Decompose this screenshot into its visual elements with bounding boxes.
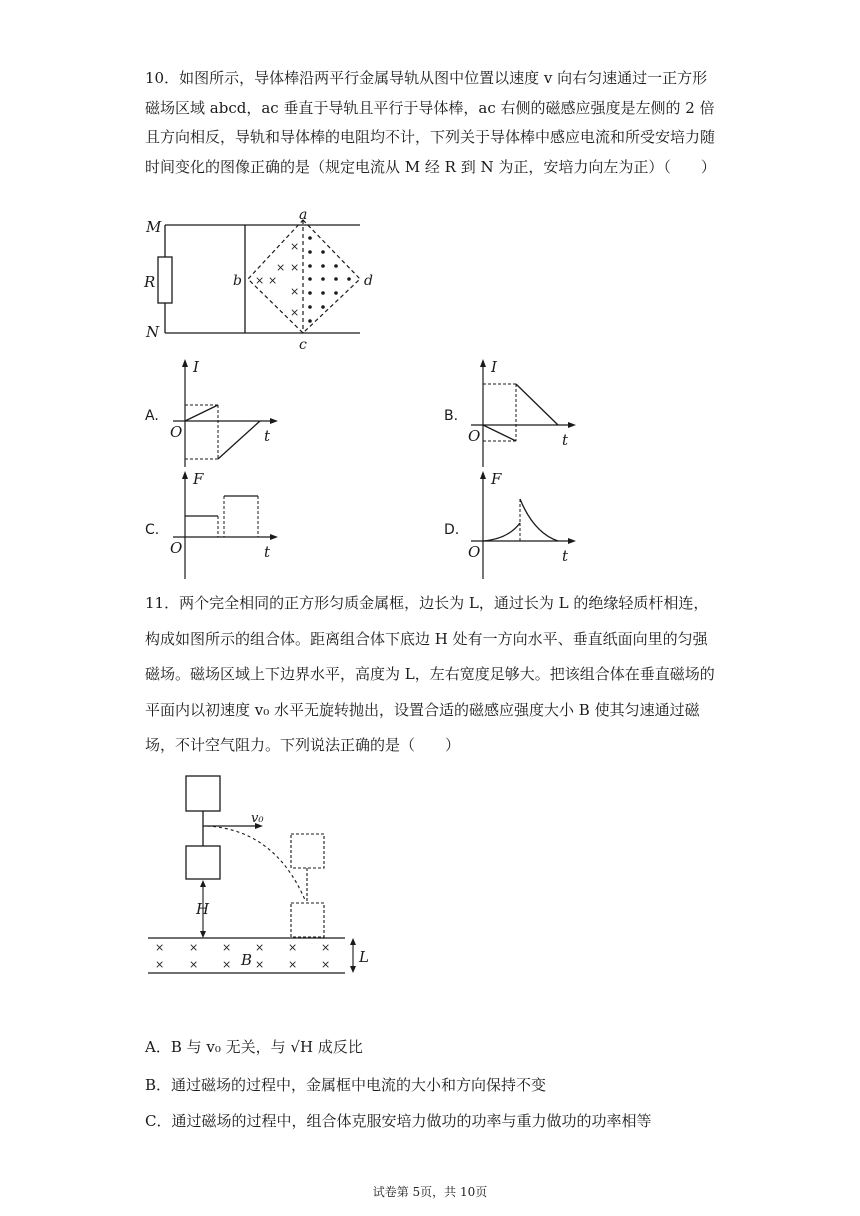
lower-frame (186, 846, 220, 879)
svg-text:×: × (290, 306, 300, 319)
dashed-lower-frame (291, 903, 324, 937)
graph-d-y-label: F (491, 470, 502, 488)
magnetic-field-region (248, 220, 360, 333)
svg-text:×: × (290, 240, 300, 253)
graph-c-x-label: t (264, 543, 271, 561)
question-11-text (145, 586, 717, 764)
svg-text:×: × (222, 958, 232, 971)
q11-option-b[interactable]: B．通过磁场的过程中，金属框中电流的大小和方向保持不变 (145, 1076, 547, 1094)
svg-text:×: × (155, 941, 165, 954)
graph-a-line-1 (185, 405, 218, 421)
graph-b-line-2 (516, 384, 558, 425)
graph-d-curve-fall (520, 499, 558, 541)
q11-option-c[interactable]: C．通过磁场的过程中，组合体克服安培力做功的功率与重力做功的功率相等 (145, 1112, 652, 1130)
question-10-number: 10． (145, 69, 180, 87)
svg-text:×: × (155, 958, 165, 971)
page-footer: 试卷第 5页，共 10页 (372, 1185, 488, 1199)
option-b-graph[interactable] (466, 355, 581, 470)
graph-b-y-label: I (491, 358, 497, 376)
upper-frame (186, 776, 220, 811)
question-10-text (145, 64, 717, 182)
svg-text:×: × (290, 261, 300, 274)
svg-text:×: × (189, 941, 199, 954)
svg-text:×: × (321, 958, 331, 971)
option-d-graph[interactable] (466, 467, 581, 582)
graph-b-line-1 (483, 425, 516, 441)
trajectory (207, 826, 305, 900)
option-c-label[interactable]: C. (145, 522, 160, 538)
option-a-label[interactable]: A. (145, 408, 159, 424)
svg-text:×: × (321, 941, 331, 954)
question-11-body: 两个完全相同的正方形匀质金属框，边长为 L，通过长为 L 的绝缘轻质杆相连，构成如图所示的组合体。距离组合体下底边 H 处有一方向水平、垂直纸面向里的匀强磁场。磁场区域上下边界水平，高度为 L，左右宽度足够大。把该组合体在垂直磁场的平面内以初速度 v₀ 水平无旋转抛出，设置合适的磁感应强度大小 B 使其匀速通过磁场，不计空气阻力。下列说法正确的是（ ） (145, 594, 715, 754)
option-c-graph[interactable] (168, 467, 283, 582)
graph-d-origin: O (468, 543, 481, 561)
label-H: H (196, 900, 210, 918)
svg-text:×: × (288, 958, 298, 971)
question-10-body: 如图所示，导体棒沿两平行金属导轨从图中位置以速度 v 向右匀速通过一正方形磁场区域 abcd，ac 垂直于导轨且平行于导体棒，ac 右侧的磁感应强度是左侧的 2 倍且方向相反，导轨和导体棒的电阻均不计，下列关于导体棒中感应电流和所受安培力随时间变化的图像正确的是（规定电流从 M 经 R 到 N 为正，安培力向左为正）（ ） (145, 69, 716, 176)
label-R: R (144, 273, 156, 291)
q11-frame-diagram (145, 772, 385, 982)
svg-text:×: × (255, 958, 265, 971)
graph-a-x-label: t (264, 427, 271, 445)
graph-a-line-2 (218, 421, 260, 459)
svg-text:×: × (255, 941, 265, 954)
graph-b-origin: O (468, 427, 481, 445)
q11-option-a[interactable]: A．B 与 v₀ 无关，与 √H 成反比 (145, 1038, 363, 1056)
label-L: L (359, 948, 369, 966)
label-M: M (146, 218, 162, 236)
svg-text:×: × (255, 274, 265, 287)
label-a: a (299, 207, 308, 223)
label-d: d (364, 273, 373, 289)
graph-d-curve-rise (483, 523, 520, 541)
label-B: B (241, 951, 253, 969)
graph-c-origin: O (170, 539, 183, 557)
dashed-upper-frame (291, 834, 324, 868)
svg-text:×: × (288, 941, 298, 954)
svg-text:×: × (276, 261, 286, 274)
label-v0: v₀ (251, 811, 264, 826)
option-a-graph[interactable] (168, 355, 283, 470)
graph-c-y-label: F (193, 470, 204, 488)
graph-d-x-label: t (562, 547, 569, 565)
svg-text:×: × (268, 274, 278, 287)
graph-a-origin: O (170, 423, 183, 441)
resistor (158, 257, 172, 303)
field-out-of-page-marks (308, 236, 351, 323)
svg-text:×: × (290, 285, 300, 298)
graph-b-x-label: t (562, 431, 569, 449)
label-c: c (299, 337, 307, 353)
question-11-number: 11． (145, 594, 180, 612)
option-b-label[interactable]: B. (444, 408, 459, 424)
option-d-label[interactable]: D. (444, 522, 460, 538)
label-b: b (233, 273, 242, 289)
label-N: N (146, 323, 160, 341)
svg-text:×: × (189, 958, 199, 971)
graph-a-y-label: I (193, 358, 199, 376)
q10-circuit-diagram (140, 205, 380, 355)
svg-text:×: × (222, 941, 232, 954)
